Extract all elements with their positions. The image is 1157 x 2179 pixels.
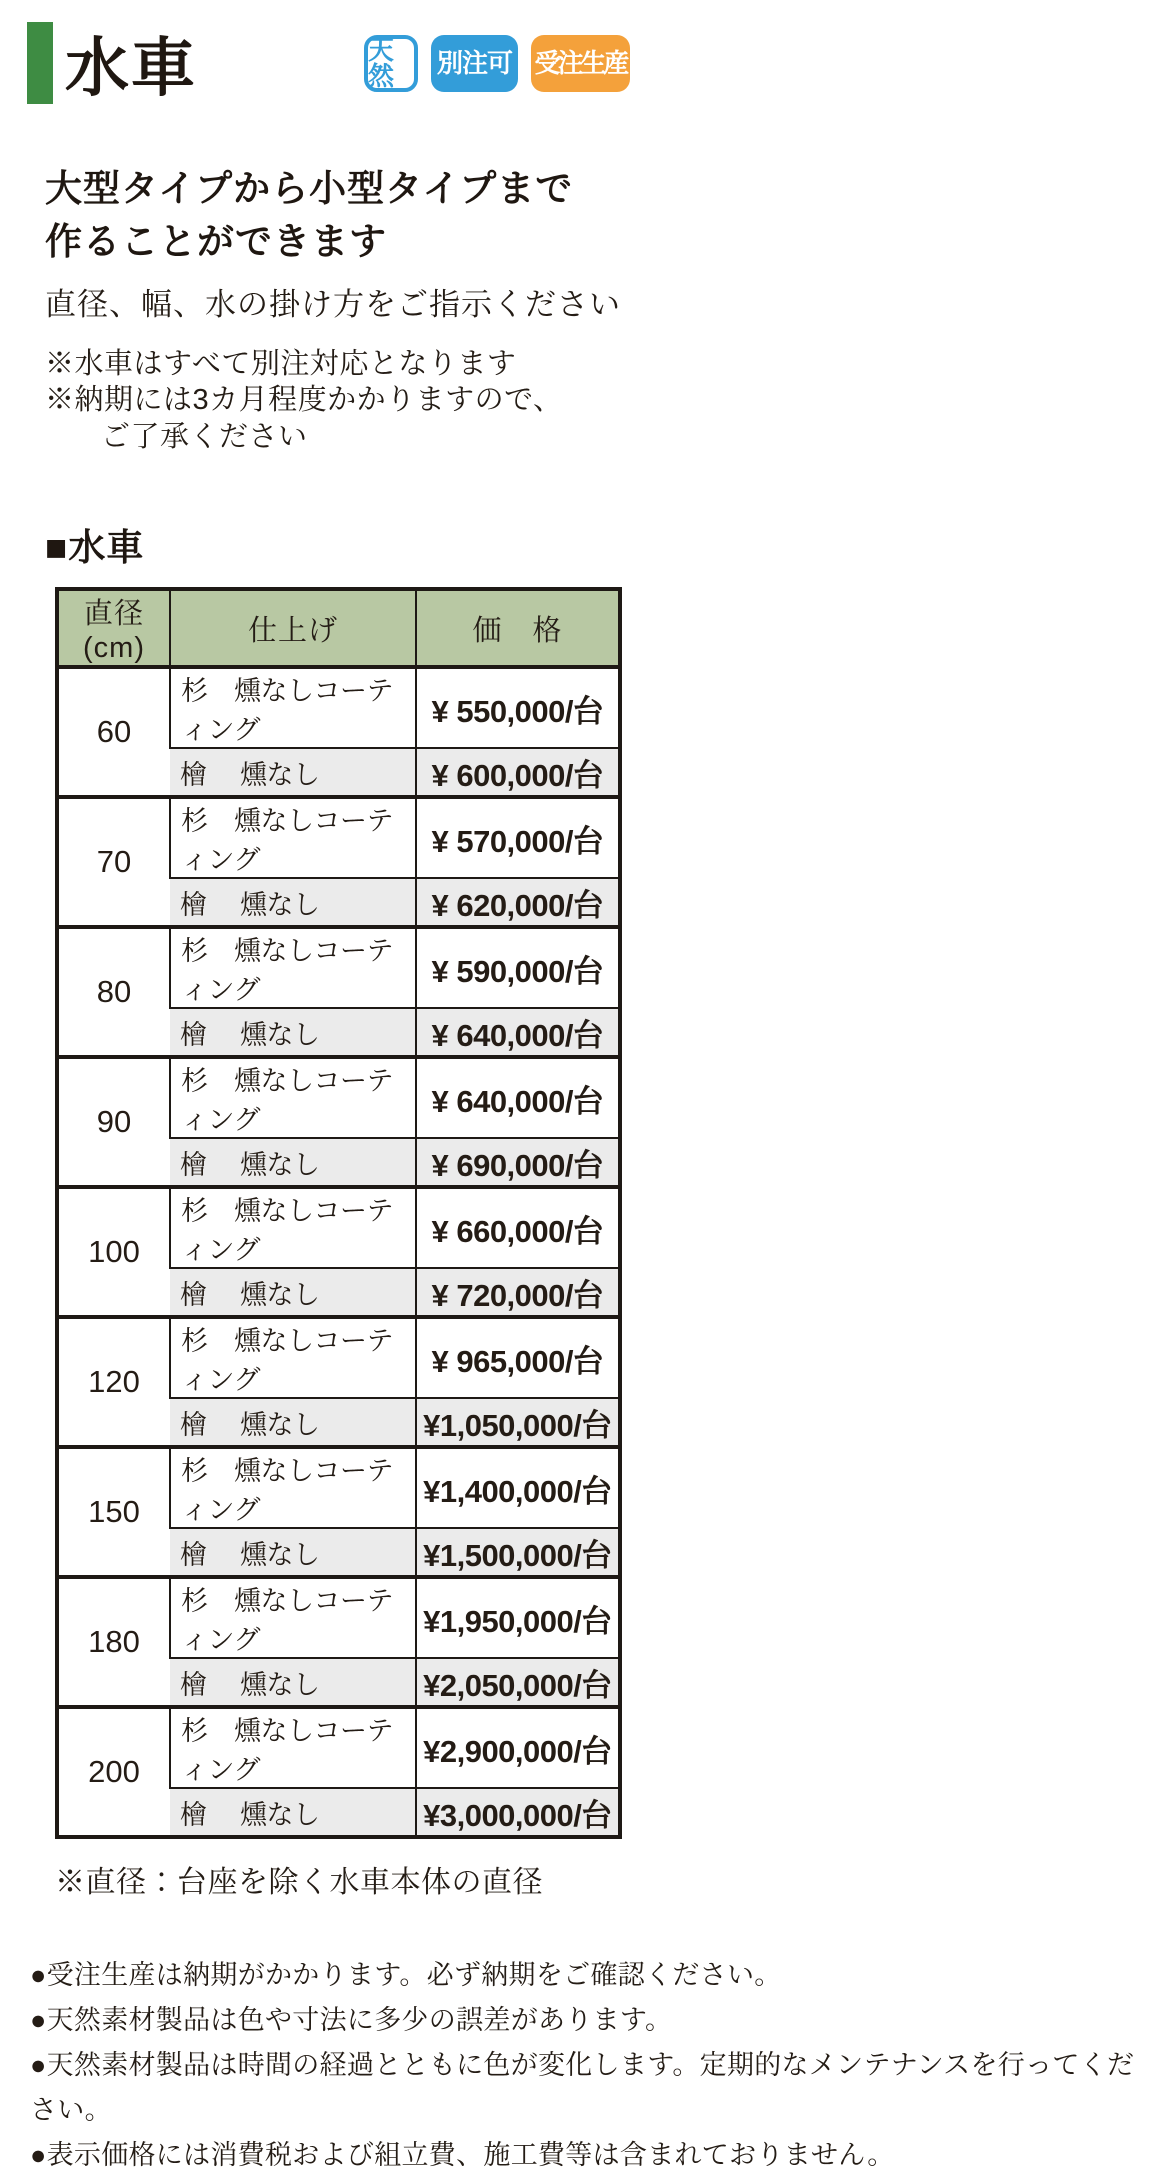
diameter-cell: 60 (57, 667, 170, 797)
diameter-cell: 100 (57, 1187, 170, 1317)
finish-cell: 檜 燻なし (170, 1528, 416, 1577)
table-row (57, 797, 620, 878)
intro-note: ※水車はすべて別注対応となります (45, 347, 517, 380)
price-cell: ¥ 570,000/台 (416, 797, 620, 878)
finish-cell: 杉 燻なしコーティング (170, 1187, 416, 1268)
table-row (57, 1447, 620, 1528)
price-cell: ¥1,950,000/台 (416, 1577, 620, 1658)
col-header-price: 価 格 (416, 589, 620, 667)
table-group-90 (57, 1057, 620, 1187)
sublead-text: 直径、幅、水の掛け方をご指示ください (45, 286, 621, 322)
price-cell: ¥ 620,000/台 (416, 878, 620, 927)
table-row (57, 1707, 620, 1788)
table-group-60 (57, 667, 620, 797)
table-group-80 (57, 927, 620, 1057)
finish-cell: 檜 燻なし (170, 1788, 416, 1837)
table-row (57, 927, 620, 1008)
price-cell: ¥1,400,000/台 (416, 1447, 620, 1528)
table-row (57, 1057, 620, 1138)
finish-cell: 檜 燻なし (170, 1398, 416, 1447)
table-row (57, 1577, 620, 1658)
title-accent-bar (27, 22, 53, 104)
intro-note: ※納期には3カ月程度かかりますので、 (45, 384, 563, 417)
finish-cell: 杉 燻なしコーティング (170, 1057, 416, 1138)
price-table-head (57, 589, 620, 667)
diameter-cell: 80 (57, 927, 170, 1057)
price-cell: ¥3,000,000/台 (416, 1788, 620, 1837)
finish-cell: 杉 燻なしコーティング (170, 1577, 416, 1658)
price-cell: ¥ 550,000/台 (416, 667, 620, 748)
diameter-cell: 120 (57, 1317, 170, 1447)
price-cell: ¥ 640,000/台 (416, 1008, 620, 1057)
table-group-120 (57, 1317, 620, 1447)
bottom-note: ●受注生産は納期がかかります。必ず納期をご確認ください。 (30, 1960, 782, 1991)
finish-cell: 杉 燻なしコーティング (170, 1317, 416, 1398)
diameter-footnote: ※直径：台座を除く水車本体の直径 (55, 1866, 543, 1900)
lead-line-2: 作ることができます (45, 221, 387, 263)
price-cell: ¥ 690,000/台 (416, 1138, 620, 1187)
price-cell: ¥2,900,000/台 (416, 1707, 620, 1788)
badge-natural: 天然 (364, 35, 418, 92)
bottom-note: ●天然素材製品は色や寸法に多少の誤差があります。 (30, 2005, 673, 2036)
price-cell: ¥1,500,000/台 (416, 1528, 620, 1577)
finish-cell: 檜 燻なし (170, 878, 416, 927)
bottom-notes (30, 1953, 1157, 2178)
diameter-cell: 70 (57, 797, 170, 927)
finish-cell: 檜 燻なし (170, 748, 416, 797)
price-table (55, 587, 622, 1839)
finish-cell: 杉 燻なしコーティング (170, 1447, 416, 1528)
price-cell: ¥2,050,000/台 (416, 1658, 620, 1707)
diameter-cell: 180 (57, 1577, 170, 1707)
finish-cell: 杉 燻なしコーティング (170, 1707, 416, 1788)
finish-cell: 杉 燻なしコーティング (170, 667, 416, 748)
price-cell: ¥1,050,000/台 (416, 1398, 620, 1447)
table-row (57, 1317, 620, 1398)
price-cell: ¥ 590,000/台 (416, 927, 620, 1008)
finish-cell: 檜 燻なし (170, 1138, 416, 1187)
bottom-note: ●表示価格には消費税および組立費、施工費等は含まれておりません。 (30, 2140, 895, 2171)
table-row (57, 667, 620, 748)
table-group-100 (57, 1187, 620, 1317)
badge-custom-order-ok: 別注可 (431, 35, 518, 92)
table-group-70 (57, 797, 620, 927)
intro-note: ご了承ください (101, 420, 308, 453)
diameter-cell: 90 (57, 1057, 170, 1187)
price-cell: ¥ 600,000/台 (416, 748, 620, 797)
price-cell: ¥ 640,000/台 (416, 1057, 620, 1138)
price-cell: ¥ 965,000/台 (416, 1317, 620, 1398)
price-cell: ¥ 660,000/台 (416, 1187, 620, 1268)
finish-cell: 杉 燻なしコーティング (170, 797, 416, 878)
page-title: 水車 (65, 32, 197, 104)
diameter-cell: 200 (57, 1707, 170, 1837)
table-group-150 (57, 1447, 620, 1577)
price-cell: ¥ 720,000/台 (416, 1268, 620, 1317)
finish-cell: 檜 燻なし (170, 1008, 416, 1057)
bottom-note: ●天然素材製品は時間の経過とともに色が変化します。定期的なメンテナンスを行ってください。 (30, 2050, 1135, 2126)
table-section-heading: ■水車 (45, 527, 145, 569)
lead-heading (45, 162, 1157, 269)
badge-group (364, 35, 630, 92)
table-group-200 (57, 1707, 620, 1837)
diameter-cell: 150 (57, 1447, 170, 1577)
table-group-180 (57, 1577, 620, 1707)
table-row (57, 1187, 620, 1268)
intro-section (45, 162, 1157, 455)
col-header-diameter: 直径(cm) (57, 589, 170, 667)
lead-line-1: 大型タイプから小型タイプまで (45, 168, 574, 209)
intro-notes (45, 346, 1157, 456)
finish-cell: 檜 燻なし (170, 1658, 416, 1707)
page-header (27, 20, 1157, 106)
finish-cell: 杉 燻なしコーティング (170, 927, 416, 1008)
col-header-finish: 仕上げ (170, 589, 416, 667)
finish-cell: 檜 燻なし (170, 1268, 416, 1317)
badge-made-to-order: 受注生産 (531, 35, 630, 92)
